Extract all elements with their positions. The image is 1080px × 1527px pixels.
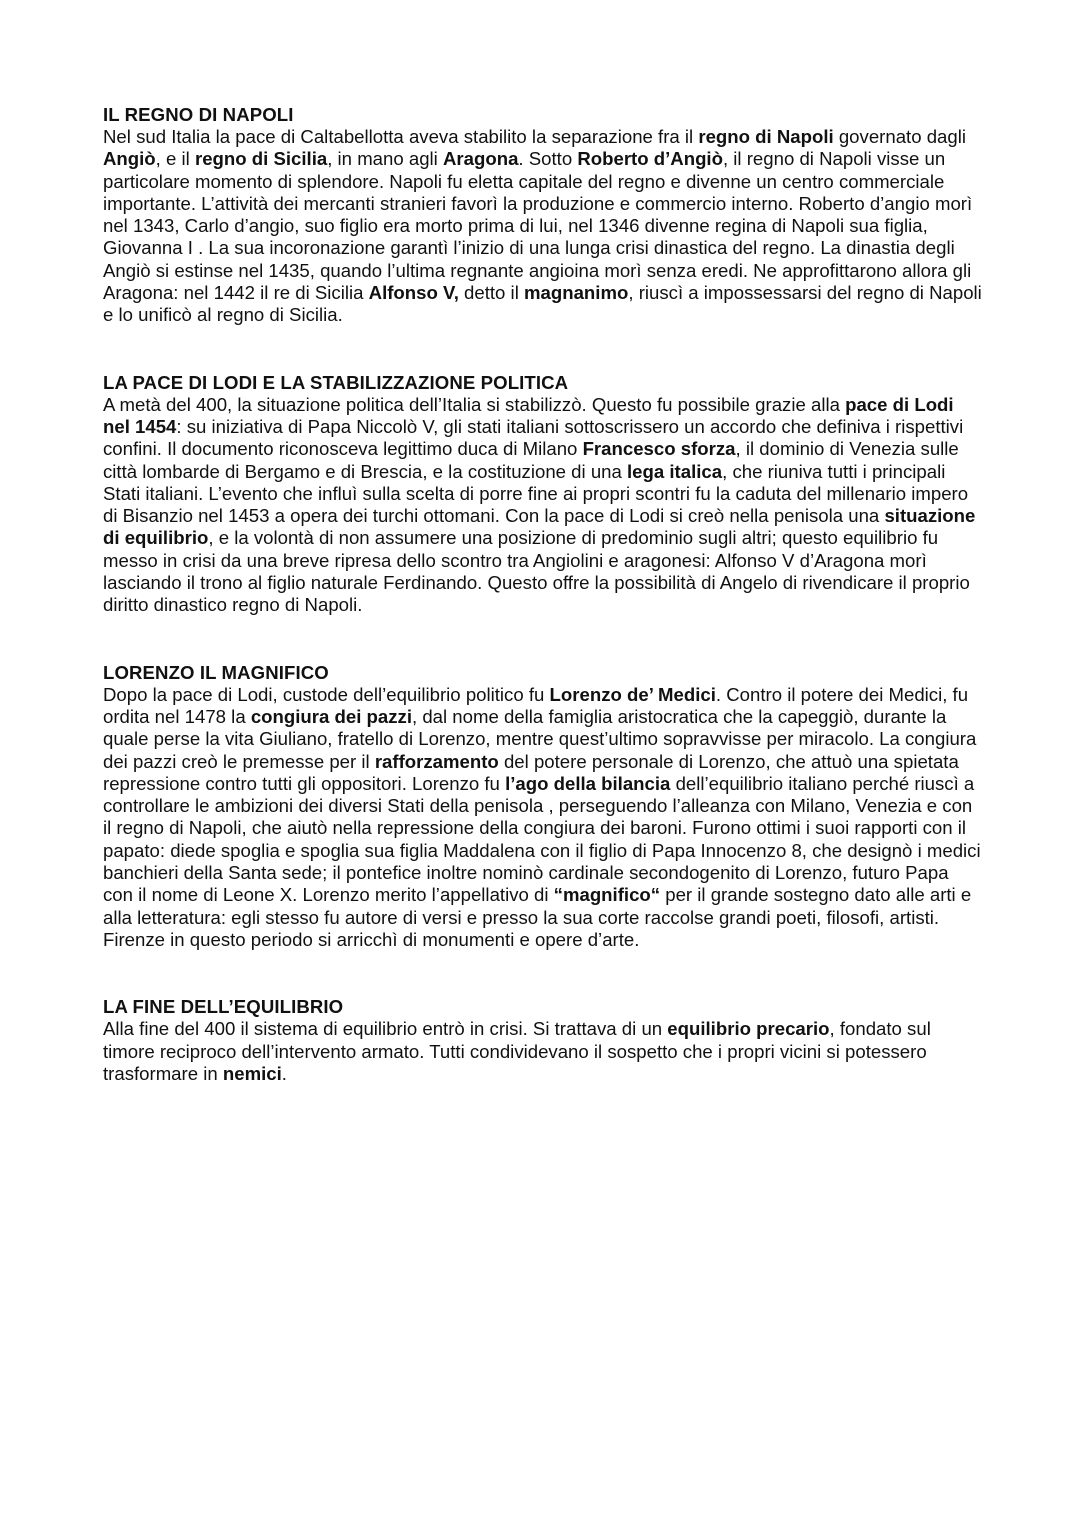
bold-term: nemici [222,1062,282,1084]
text-run: , in mano agli [327,148,443,170]
bold-term: Alfonso V, [368,282,459,304]
bold-term: Roberto d’Angiò [577,148,723,170]
text-run: , e il [155,148,195,170]
text-run: : su iniziativa di Papa Niccolò V, gli stati italiani sottoscrissero un accordo che definiva i rispettivi confini. Il documento riconosceva legittimo duca di Milano [103,415,964,460]
section-pace-di-lodi [103,372,983,617]
bold-term: “magnifico“ [553,884,661,906]
text-run: dell’equilibrio italiano perché riuscì a controllare le ambizioni dei diversi Stati della penisola , perseguendo l’alleanza con Milano, Venezia e con il regno di Napoli, che aiutò nella repressione della congiura dei baroni. Furono ottimi i suoi rapporti con il papato: diede spoglia e spoglia sua figlia Maddalena con il figlio di Papa Innocenzo 8, che designò i medici banchieri della Santa sede; il pontefice inoltre nominò cardinale secondogenito di Lorenzo, futuro Papa con il nome di Leone X. Lorenzo merito l’appellativo di [103,772,981,906]
text-run: A metà del 400, la situazione politica dell’Italia si stabilizzò. Questo fu possibile grazie alla [103,393,846,415]
bold-term: regno di Sicilia [194,148,328,170]
bold-term: rafforzamento [374,750,499,772]
bold-term: Aragona [442,148,519,170]
section-body [103,126,983,327]
document-page [103,104,983,1085]
text-run: . Contro il potere dei Medici, fu ordita nel 1478 la [103,683,969,727]
section-body [103,684,983,952]
text-run: del potere personale di Lorenzo, che attuò una spietata repressione contro tutti gli oppositori. Lorenzo fu [103,750,959,794]
bold-term: Francesco sforza [582,438,736,460]
text-run: detto il [458,282,524,304]
text-run: , dal nome della famiglia aristocratica che la capeggiò, durante la quale perse la vita Giuliano, fratello di Lorenzo, mentre quest’ultimo sopravvisse per miracolo. La congiura dei pazzi creò le premesse per il [103,705,977,772]
bold-term: pace di Lodi nel 1454 [103,393,954,437]
bold-term: lega italica [627,460,723,482]
text-run: . Sotto [518,148,578,170]
text-run: , riuscì a impossessarsi del regno di Napoli e lo unificò al regno di Sicilia. [103,282,982,326]
section-lorenzo-il-magnifico [103,662,983,952]
section-fine-equilibrio [103,996,983,1085]
text-run: governato dagli [833,126,966,147]
section-heading: LORENZO IL MAGNIFICO [103,661,329,683]
section-body [103,394,983,617]
text-run: , che riuniva tutti i principali Stati italiani. L’evento che influì sulla scelta di porre fine ai propri scontri fu la caduta del millenario impero di Bisanzio nel 1453 a opera dei turchi ottomani. Con la pace di Lodi si creò nella penisola una [103,460,969,527]
text-run: Alla fine del 400 il sistema di equilibrio entrò in crisi. Si trattava di un [103,1018,668,1040]
section-body [103,1018,983,1085]
bold-term: Lorenzo de’ Medici [549,683,716,705]
bold-term: regno di Napoli [698,126,834,147]
text-run: . [281,1062,287,1084]
section-regno-di-napoli [103,104,983,327]
bold-term: l’ago della bilancia [505,772,671,794]
bold-term: magnanimo [524,282,629,304]
bold-term: equilibrio precario [667,1018,830,1040]
bold-term: congiura dei pazzi [250,705,412,727]
text-run: per il grande sostegno dato alle arti e alla letteratura: egli stesso fu autore di versi e presso la sua corte raccolse grandi poeti, filosofi, artisti. Firenze in questo periodo si arricchì di monumenti e opere d’arte. [103,884,972,950]
text-run: , il dominio di Venezia sulle città lombarde di Bergamo e di Brescia, e la costituzione di una [103,438,959,482]
text-run: , e la volontà di non assumere una posizione di predominio sugli altri; questo equilibrio fu messo in crisi da una breve ripresa dello scontro tra Angiolini e aragonesi: Alfonso V d’Aragona morì lasciando il trono al figlio naturale Ferdinando. Questo offre la possibilità di Angelo di rivendicare il proprio diritto dinastico regno di Napoli. [103,527,970,616]
section-heading: IL REGNO DI NAPOLI [103,104,294,125]
text-run: , fondato sul timore reciproco dell’intervento armato. Tutti condividevano il sospetto che i propri vicini si potessero trasformare in [103,1018,931,1084]
bold-term: Angiò [103,148,156,170]
section-heading: LA PACE DI LODI E LA STABILIZZAZIONE POLITICA [103,371,569,393]
bold-term: situazione di equilibrio [103,505,976,549]
section-heading: LA FINE DELL’EQUILIBRIO [103,996,344,1018]
text-run: , il regno di Napoli visse un particolare momento di splendore. Napoli fu eletta capitale del regno e divenne un centro commerciale importante. L’attività dei mercanti stranieri favorì la produzione e commercio interno. Roberto d’angio morì nel 1343, Carlo d’angio, suo figlio era morto prima di lui, nel 1346 divenne regina di Napoli sua figlia, Giovanna I . La sua incoronazione garantì l’inizio di una lunga crisi dinastica del regno. La dinastia degli Angiò si estinse nel 1435, quando l’ultima regnante angioina morì senza eredi. Ne approfittarono allora gli Aragona: nel 1442 il re di Sicilia [103,148,973,304]
text-run: Nel sud Italia la pace di Caltabellotta aveva stabilito la separazione fra il [103,126,699,147]
text-run: Dopo la pace di Lodi, custode dell’equilibrio politico fu [103,683,550,705]
